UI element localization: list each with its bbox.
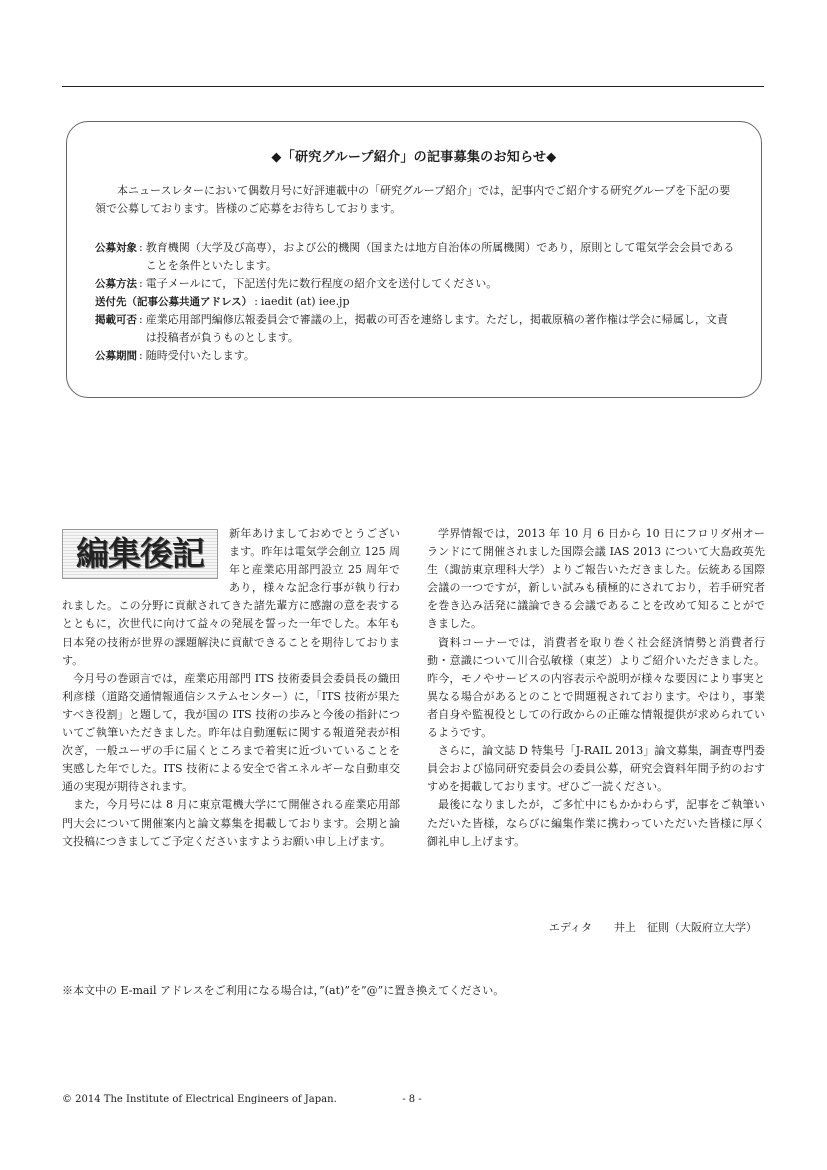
notice-item-label: 公募方法 (95, 278, 137, 290)
editor-note-paragraph: 学界情報では，2013 年 10 月 6 日から 10 日にフロリダ州オーランドにて開催されました国際会議 IAS 2013 について大島政英先生（諏訪東京理科大学）よりご報告いただきました。伝統ある国際会議の一つですが，新しい試みも積極的にされており，若手研究者を巻き込み活発に議論できる会議であることを改めて知ることができました。 (427, 527, 765, 631)
editor-note-paragraph: さらに，論文誌 D 特集号「J-RAIL 2013」論文募集，調査専門委員会および協同研究委員会の委員公募，研究会資料年間予約のおすすめを掲載しております。ぜひご一読ください。 (427, 744, 765, 794)
notice-title: ◆「研究グループ紹介」の記事募集のお知らせ◆ (271, 150, 557, 165)
notice-items (95, 239, 735, 365)
editor-note-paragraph: 新年あけましておめでとうございます。昨年は電気学会創立 125 周年と産業応用部門設立 25 周年であり，様々な記念行事が執り行われました。この分野に貢献されてきた諸先輩方に感謝の意を表するとともに，次世代に向けて益々の発展を誓った一年でした。本年も日本発の技術が世界の課題解決に貢献できることを期待しております。 (62, 527, 400, 667)
notice-item-acceptance: 掲載可否 : 産業応用部門編修広報委員会で審議の上，掲載の可否を連絡します。ただし，掲載原稿の著作権は学会に帰属し，文責は投稿者が負うものとします。 (95, 311, 735, 347)
recruitment-notice-box (66, 121, 762, 398)
editor-note-left-column (62, 525, 400, 851)
top-divider (62, 86, 764, 87)
editor-note-paragraph: また，今月号には 8 月に東京電機大学にて開催される産業応用部門大会について開催案内と論文募集を掲載しております。会期と論文投稿につきましてご予定くださいますようお願い申し上げます。 (62, 798, 400, 848)
notice-item-target: 公募対象 : 教育機関（大学及び高専），および公的機関（国または地方自治体の所属機関）であり，原則として電気学会会員であることを条件といたします。 (95, 239, 735, 275)
notice-item-text: 電子メールにて，下記送付先に数行程度の紹介文を送付してください。 (145, 277, 498, 290)
notice-item-period: 公募期間 : 随時受付いたします。 (95, 347, 735, 365)
editor-note-paragraph: 資料コーナーでは，消費者を取り巻く社会経済情勢と消費者行動・意識について川合弘敏様（東芝）よりご紹介いただきました。昨今，モノやサービスの内容表示や説明が様々な要因により事実と異なる場合があるとのことで問題視されております。やはり，事業者自身や監視役としての行政からの正確な情報提供が求められているようです。 (427, 635, 765, 740)
notice-item-label: 公募対象 (95, 242, 137, 254)
editor-note-heading: 編集後記 (76, 533, 204, 573)
editor-note-paragraph: 最後になりましたが，ご多忙中にもかかわらず，記事をご執筆いただいた皆様，ならびに編集作業に携わっていただいた皆様に厚く御礼申し上げます。 (427, 798, 765, 848)
notice-item-method: 公募方法 : 電子メールにて，下記送付先に数行程度の紹介文を送付してください。 (95, 275, 735, 293)
notice-email-address: iaedit (at) iee.jp (260, 295, 350, 308)
notice-item-label: 送付先（記事公募共通アドレス） (95, 296, 253, 308)
footer-page-number: - 8 - (402, 1094, 422, 1105)
notice-item-label: 公募期間 (95, 350, 137, 362)
notice-item-text: 随時受付いたします。 (145, 349, 255, 362)
editor-signature: エディタ 井上 征則（大阪府立大学） (548, 921, 757, 934)
notice-item-text: 産業応用部門編修広報委員会で審議の上，掲載の可否を連絡します。ただし，掲載原稿の著作権は学会に帰属し，文責は投稿者が負うものとします。 (145, 313, 728, 344)
editor-note-right-column (427, 525, 765, 851)
notice-item-label: 掲載可否 (95, 314, 137, 326)
footer-copyright: © 2014 The Institute of Electrical Engineers of Japan. (62, 1094, 337, 1105)
editor-note-heading-logo (62, 529, 218, 579)
email-note: ※本文中の E-mail アドレスをご利用になる場合は，”(at)”を”@”に置き換えてください。 (62, 984, 505, 997)
notice-intro: 本ニュースレターにおいて偶数月号に好評連載中の「研究グループ紹介」では，記事内でご紹介する研究グループを下記の要領で公募しております。皆様のご応募をお待ちしております。 (95, 184, 731, 215)
notice-item-address: 送付先（記事公募共通アドレス） : iaedit (at) iee.jp (95, 293, 735, 311)
editor-note-paragraph: 今月号の巻頭言では，産業応用部門 ITS 技術委員会委員長の織田利彦様（道路交通情報通信システムセンター）に，「ITS 技術が果たすべき役割」と題して，我が国の ITS 技術の歩みと今後の指針についてご執筆いただきました。昨年は自動運転に関する報道発表が相次ぎ，一般ユーザの手に届くところまで着実に近づいていることを実感した年でした。ITS 技術による安全で省エネルギーな自動車交通の実現が期待されます。 (62, 671, 400, 794)
notice-item-text: 教育機関（大学及び高専），および公的機関（国または地方自治体の所属機関）であり，原則として電気学会会員であることを条件といたします。 (145, 241, 735, 272)
